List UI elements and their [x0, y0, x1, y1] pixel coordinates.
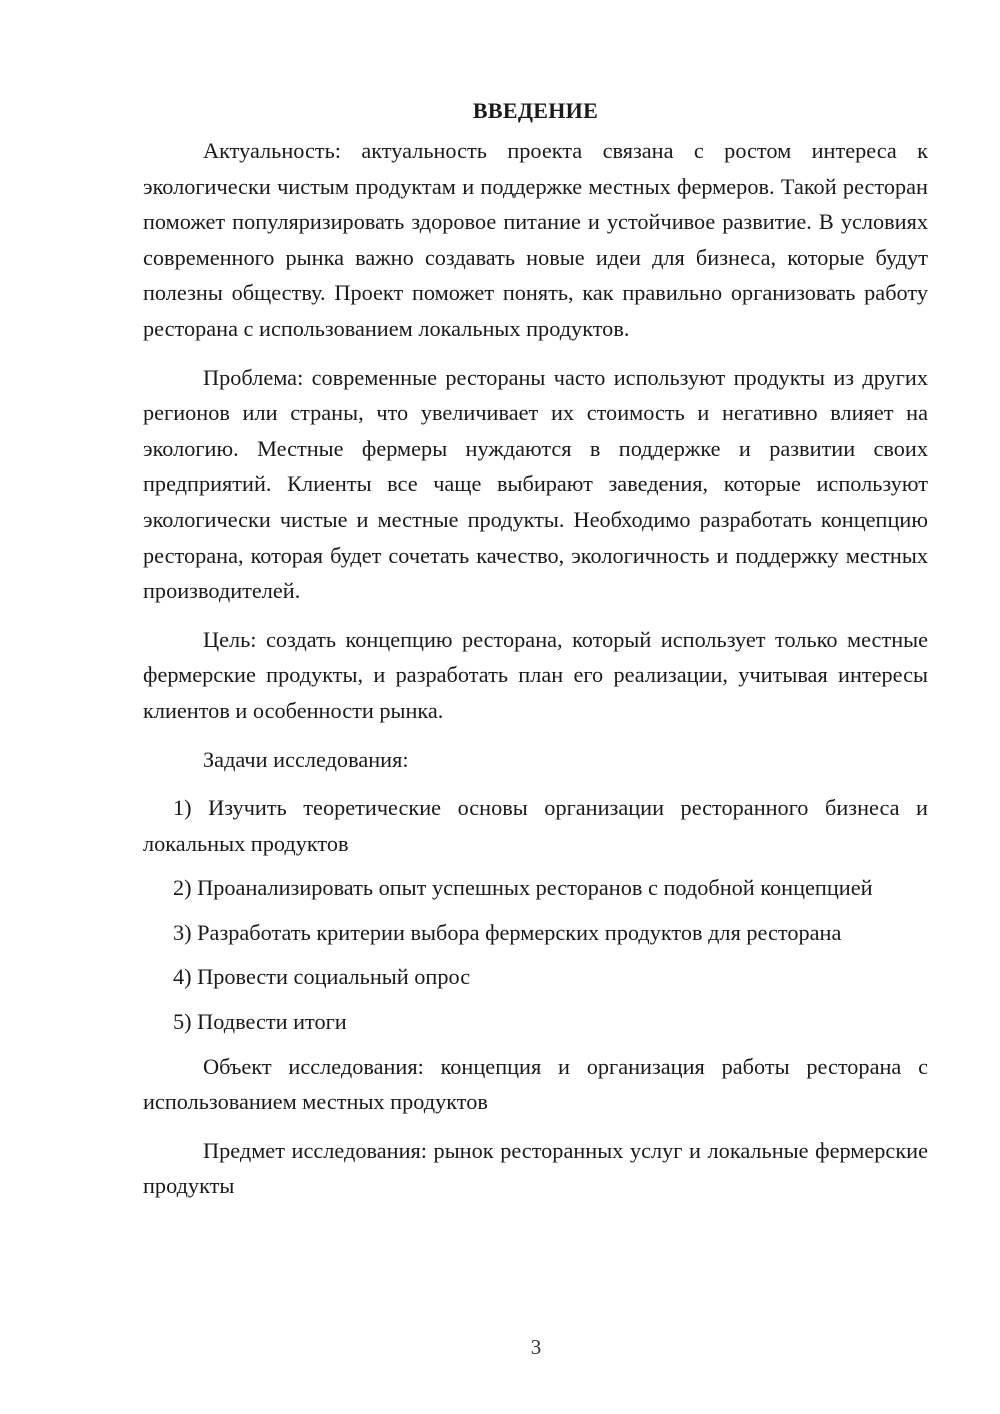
- list-item: 4) Провести социальный опрос: [173, 964, 471, 990]
- paragraph-relevance: Актуальность: актуальность проекта связана с ростом интереса к экологически чистым продуктам и поддержке местных фермеров. Такой ресторан поможет популяризировать здоровое питание и устойчивое развитие. В условиях современного рынка важно создавать новые идеи для бизнеса, которые будут полезны обществу. Проект поможет понять, как правильно организовать работу ресторана с использованием локальных продуктов.: [143, 138, 928, 341]
- list-item: 2) Проанализировать опыт успешных ресторанов с подобной концепцией: [173, 875, 873, 901]
- section-title: ВВЕДЕНИЕ: [472, 98, 599, 123]
- tasks-list: [143, 790, 928, 1040]
- paragraph-tasks-heading: Задачи исследования:: [203, 746, 409, 772]
- list-item: 1) Изучить теоретические основы организации ресторанного бизнеса и локальных продуктов: [143, 795, 928, 856]
- document-page: [143, 92, 928, 1217]
- paragraph-problem: Проблема: современные рестораны часто используют продукты из других регионов или страны, что увеличивает их стоимость и негативно влияет на экологию. Местные фермеры нуждаются в поддержке и развитии своих предприятий. Клиенты все чаще выбирают заведения, которые используют экологически чистые и местные продукты. Необходимо разработать концепцию ресторана, которая будет сочетать качество, экологичность и поддержку местных производителей.: [143, 364, 928, 604]
- list-item: 5) Подвести итоги: [173, 1009, 347, 1035]
- paragraph-subject: Предмет исследования: рынок ресторанных услуг и локальные фермерские продукты: [143, 1137, 928, 1199]
- paragraph-object: Объект исследования: концепция и организация работы ресторана с использованием местных продуктов: [143, 1053, 928, 1115]
- list-item: 3) Разработать критерии выбора фермерских продуктов для ресторана: [173, 919, 842, 945]
- page-number: 3: [530, 1335, 542, 1359]
- paragraph-goal: Цель: создать концепцию ресторана, который использует только местные фермерские продукты, и разработать план его реализации, учитывая интересы клиентов и особенности рынка.: [143, 626, 928, 723]
